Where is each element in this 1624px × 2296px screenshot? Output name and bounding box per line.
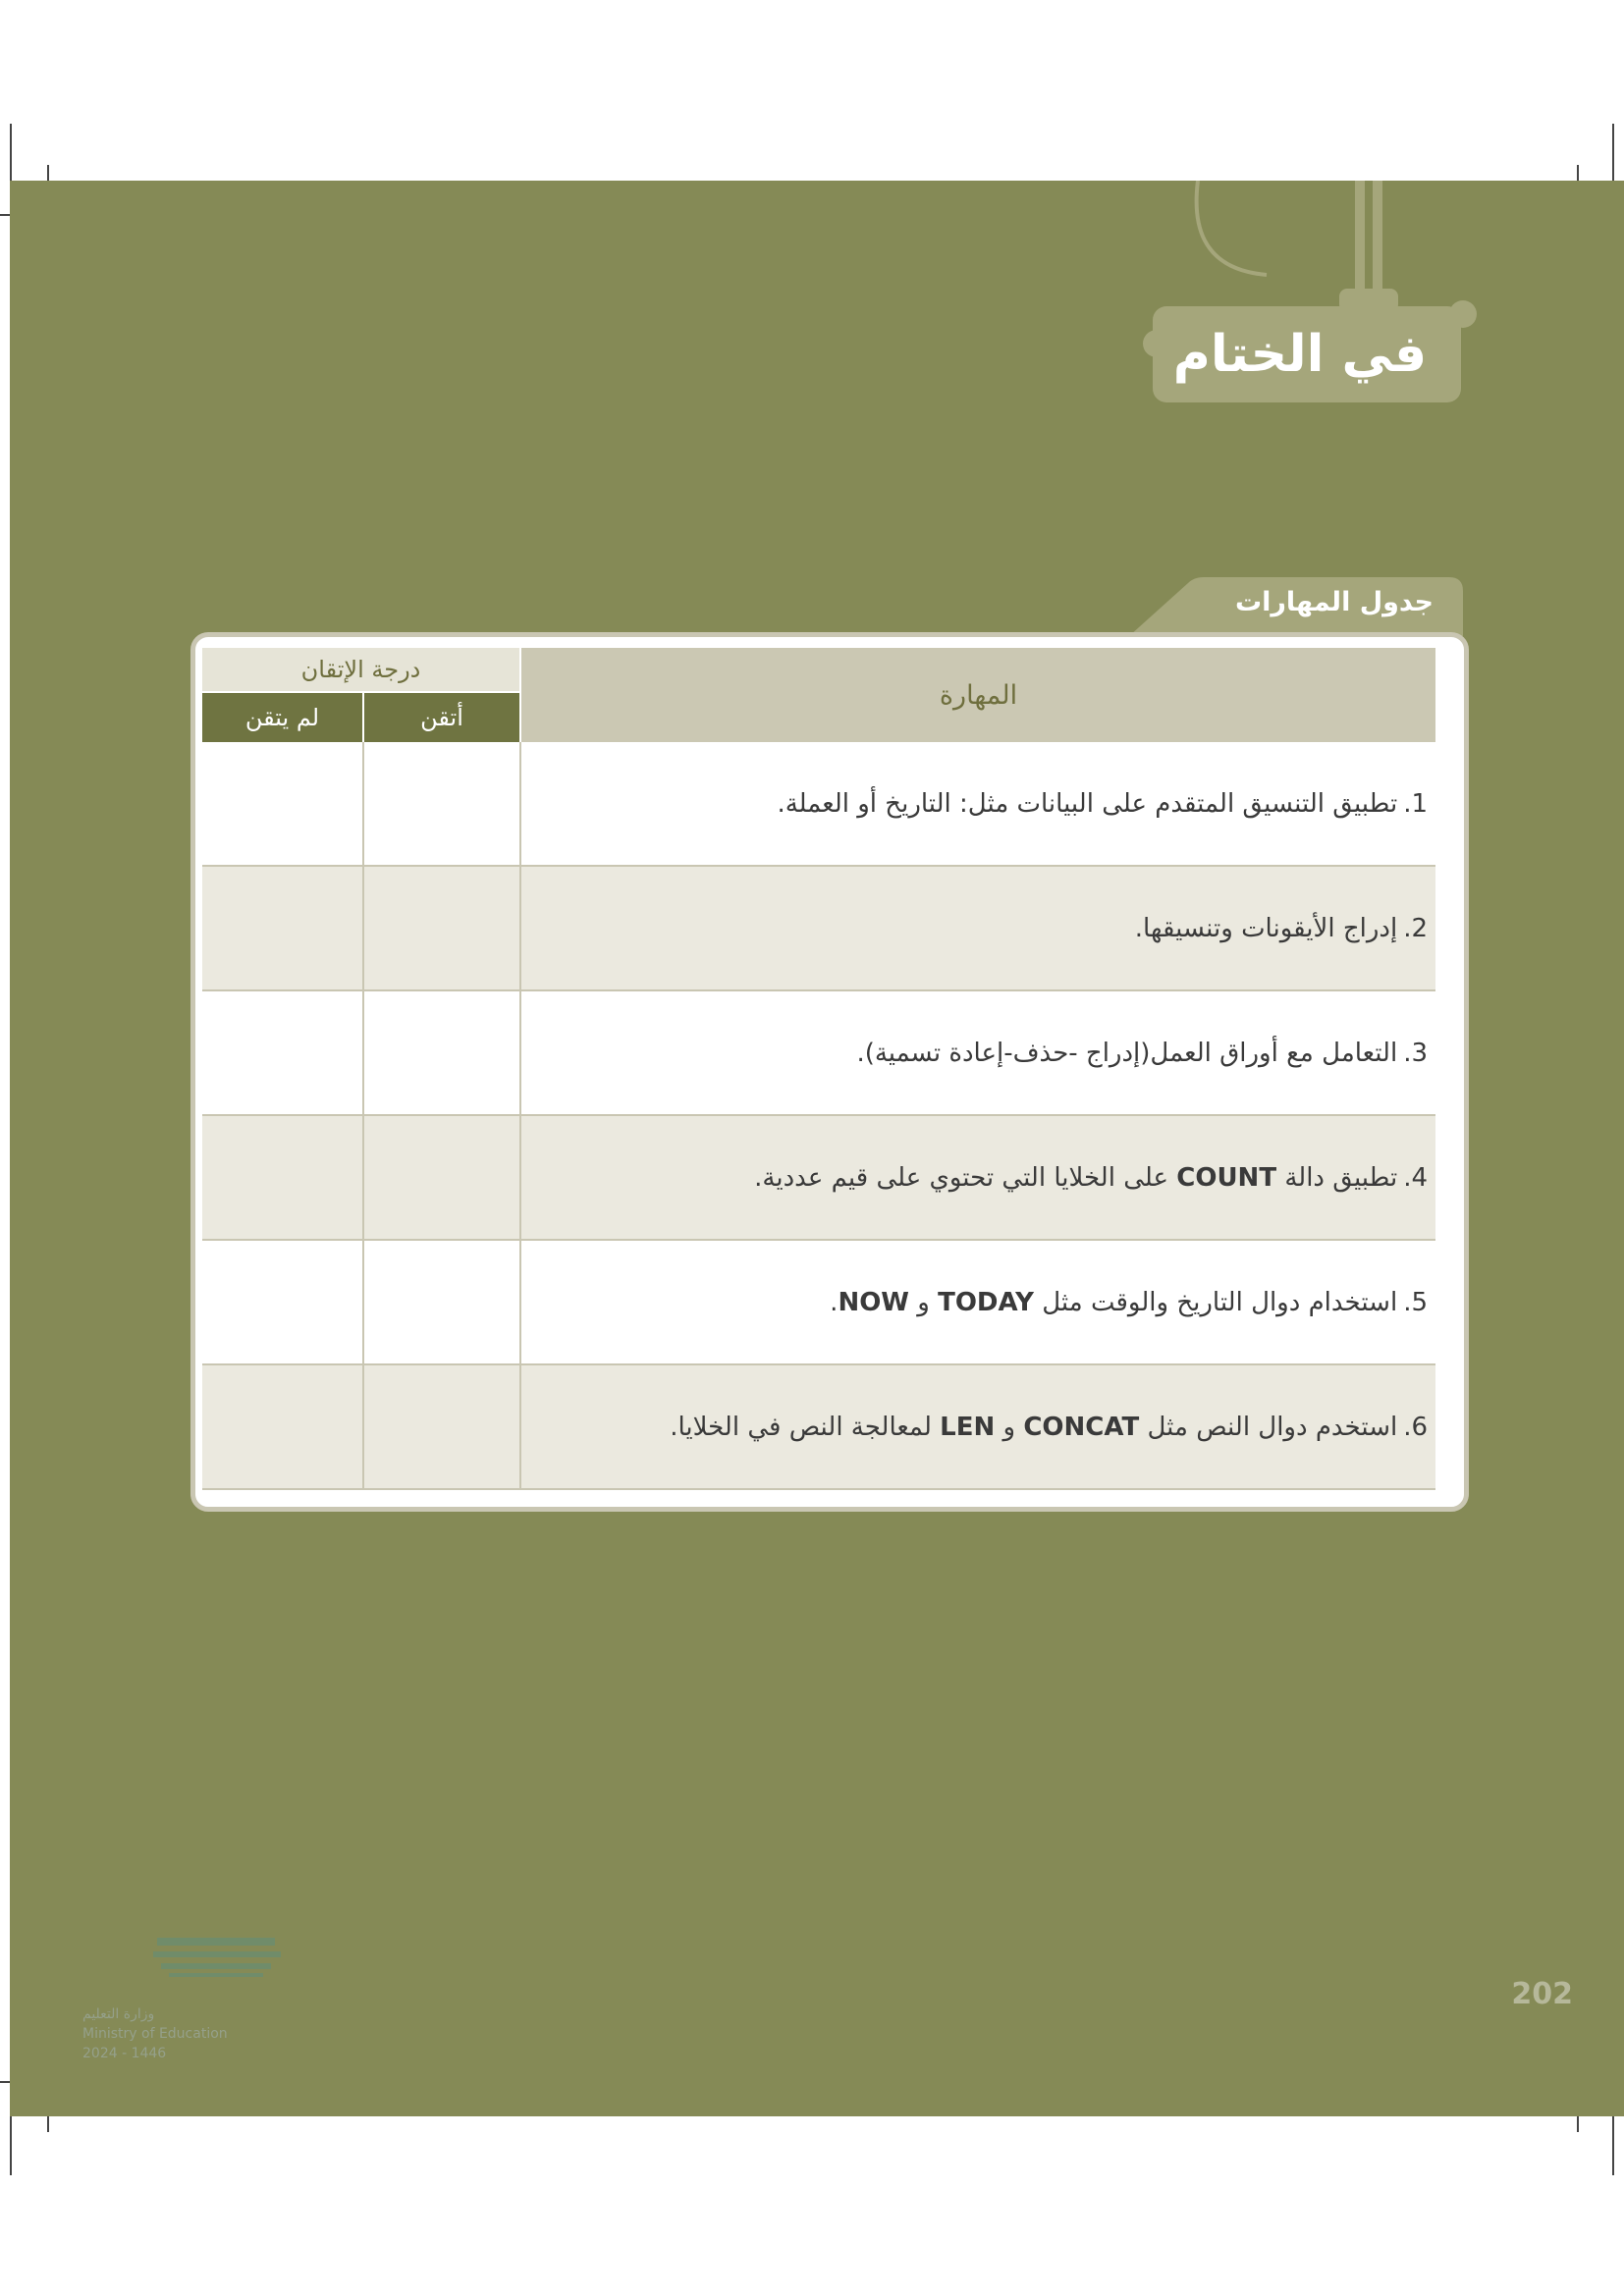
table-row: [202, 866, 1435, 990]
skills-table: [202, 648, 1435, 1490]
skill-text-part: و: [995, 1412, 1024, 1442]
skill-text-part: استخدم دوال النص مثل: [1139, 1412, 1398, 1442]
crop-mark: [1612, 2116, 1614, 2175]
skill-number: 4.: [1403, 1162, 1429, 1193]
crop-mark: [10, 124, 12, 183]
mastered-checkbox-cell[interactable]: [363, 1115, 520, 1240]
skill-text-part: .: [830, 1287, 839, 1317]
crop-mark: [1612, 124, 1614, 183]
page-number: 202: [1511, 1977, 1573, 2011]
skill-text-part: على الخلايا التي تحتوي على قيم عددية.: [754, 1162, 1177, 1193]
not-mastered-checkbox-cell[interactable]: [202, 1240, 363, 1364]
skill-number: 3.: [1403, 1038, 1429, 1068]
skill-number: 1.: [1403, 788, 1429, 819]
skill-cell: [520, 1364, 1435, 1489]
skill-number: 5.: [1403, 1287, 1429, 1317]
skill-cell: [520, 866, 1435, 990]
function-keyword: NOW: [838, 1287, 909, 1317]
function-keyword: COUNT: [1176, 1162, 1277, 1193]
skill-number: 6.: [1403, 1412, 1429, 1442]
skill-text-part: لمعالجة النص في الخلايا.: [670, 1412, 941, 1442]
skill-cell: [520, 1240, 1435, 1364]
skill-text-part: إدراج الأيقونات وتنسيقها.: [1134, 913, 1398, 943]
ministry-stamp-year: 2024 - 1446: [82, 2046, 167, 2061]
skills-table-body: [202, 742, 1435, 1489]
skill-cell: [520, 990, 1435, 1115]
page-title: في الختام: [1172, 325, 1428, 384]
skill-cell: [520, 1115, 1435, 1240]
mastered-column-header: أتقن: [363, 692, 520, 742]
table-row: [202, 1115, 1435, 1240]
ministry-stamp-arabic: وزارة التعليم: [82, 2006, 155, 2022]
not-mastered-checkbox-cell[interactable]: [202, 866, 363, 990]
not-mastered-checkbox-cell[interactable]: [202, 990, 363, 1115]
mastered-checkbox-cell[interactable]: [363, 866, 520, 990]
function-keyword: CONCAT: [1023, 1412, 1140, 1442]
mastered-checkbox-cell[interactable]: [363, 990, 520, 1115]
skill-text-part: استخدام دوال التاريخ والوقت مثل: [1033, 1287, 1398, 1317]
mastered-checkbox-cell[interactable]: [363, 742, 520, 866]
section-tab-label: جدول المهارات: [1234, 587, 1434, 617]
mastery-column-header: درجة الإتقان: [202, 648, 520, 692]
not-mastered-checkbox-cell[interactable]: [202, 742, 363, 866]
skill-text-part: التعامل مع أوراق العمل(إدراج -حذف-إعادة تسمية).: [856, 1038, 1398, 1068]
ministry-stamp-english: Ministry of Education: [82, 2026, 228, 2042]
table-row: [202, 742, 1435, 866]
skill-text-part: و: [908, 1287, 939, 1317]
crop-mark: [10, 2116, 12, 2175]
skill-column-header: المهارة: [520, 648, 1435, 742]
skill-number: 2.: [1403, 913, 1429, 943]
function-keyword: TODAY: [938, 1287, 1034, 1317]
not-mastered-checkbox-cell[interactable]: [202, 1364, 363, 1489]
not-mastered-column-header: لم يتقن: [202, 692, 363, 742]
table-row: [202, 990, 1435, 1115]
skill-cell: [520, 742, 1435, 866]
table-row: [202, 1364, 1435, 1489]
not-mastered-checkbox-cell[interactable]: [202, 1115, 363, 1240]
skill-text-part: تطبيق التنسيق المتقدم على البيانات مثل: التاريخ أو العملة.: [777, 788, 1398, 819]
function-keyword: LEN: [940, 1412, 996, 1442]
table-row: [202, 1240, 1435, 1364]
mastered-checkbox-cell[interactable]: [363, 1240, 520, 1364]
skill-text-part: تطبيق دالة: [1276, 1162, 1398, 1193]
mastered-checkbox-cell[interactable]: [363, 1364, 520, 1489]
